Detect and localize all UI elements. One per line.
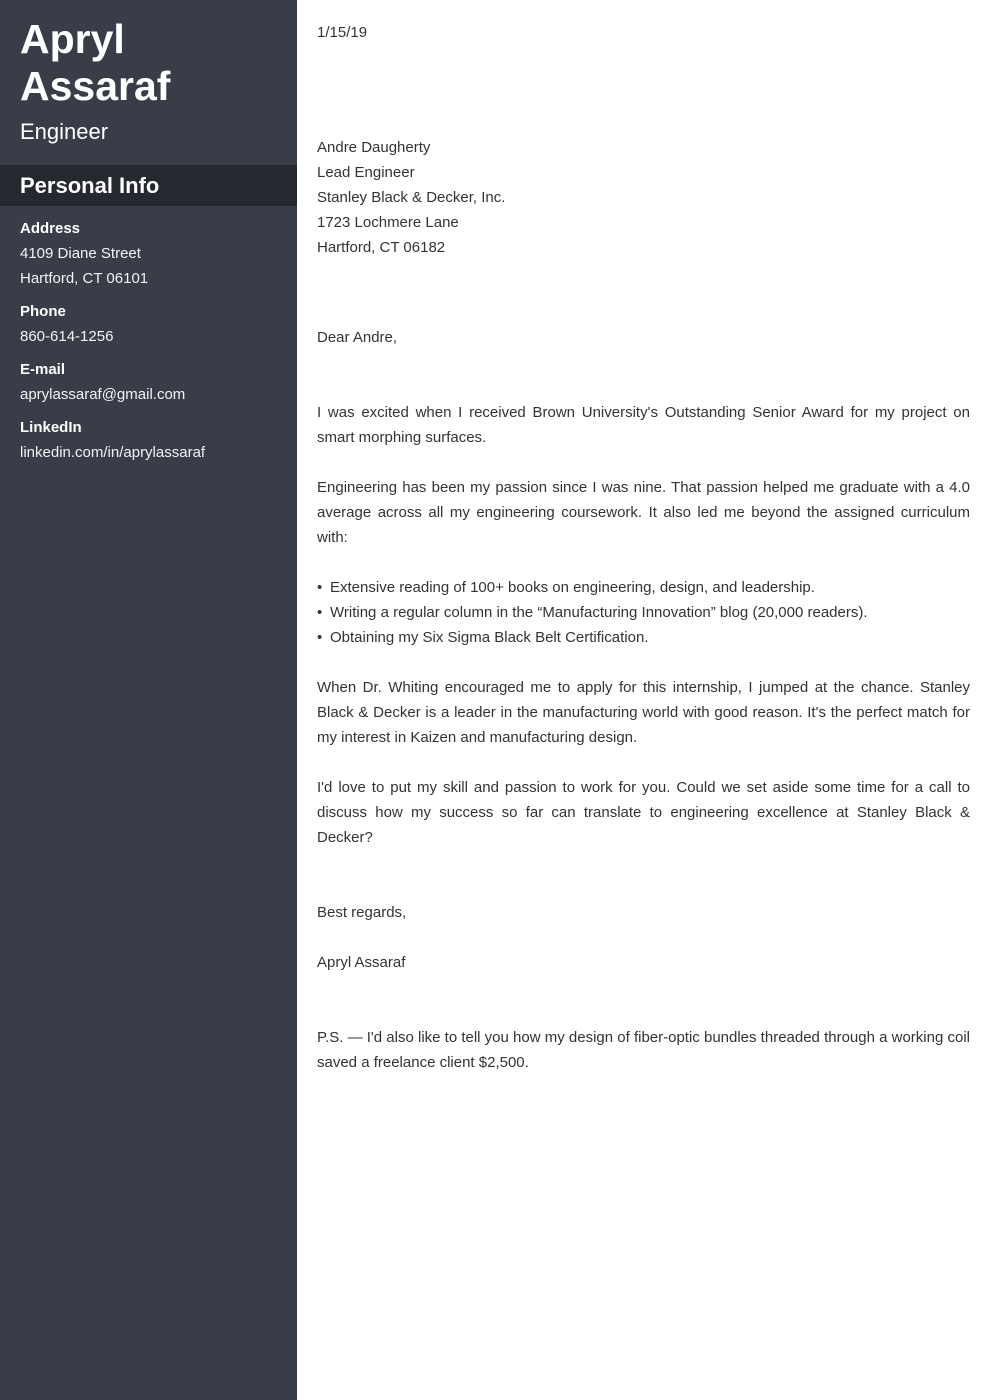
applicant-name — [20, 16, 170, 110]
letter-paragraphs — [317, 400, 970, 850]
recipient-street: 1723 Lochmere Lane — [317, 214, 459, 231]
recipient-block — [317, 135, 505, 260]
name-first: Apryl — [20, 16, 125, 62]
name-last: Assaraf — [20, 63, 171, 109]
recipient-name: Andre Daugherty — [317, 139, 431, 156]
phone-value: 860-614-1256 — [20, 328, 114, 345]
list-item: • Extensive reading of 100+ books on engineering, design, and leadership. — [317, 575, 970, 600]
section-header-personal-info — [0, 165, 297, 206]
job-title: Engineer — [20, 119, 109, 144]
sidebar — [0, 0, 297, 1400]
letter-date: 1/15/19 — [317, 24, 368, 41]
signature: Apryl Assaraf — [317, 954, 406, 971]
email-value[interactable]: aprylassaraf@gmail.com — [20, 386, 186, 403]
phone-label: Phone — [20, 303, 66, 320]
email-label: E-mail — [20, 361, 66, 378]
greeting: Dear Andre, — [317, 329, 398, 346]
list-item: • Writing a regular column in the “Manufacturing Innovation” blog (20,000 readers). — [317, 600, 970, 625]
linkedin-label: LinkedIn — [20, 419, 82, 436]
address-line1: 4109 Diane Street — [20, 245, 141, 262]
recipient-city: Hartford, CT 06182 — [317, 239, 446, 256]
address-label: Address — [20, 220, 81, 237]
paragraph-4: I'd love to put my skill and passion to work for you. Could we set aside some time for a call to discuss how my success so far can translate to engineering excellence at Stanley Black & Decker? — [317, 779, 970, 846]
paragraph-3: When Dr. Whiting encouraged me to apply for this internship, I jumped at the chance. Stanley Black & Decker is a leader in the manufacturing world with good reason. It's the perfect match for my interest in Kaizen and manufacturing design. — [317, 679, 970, 746]
recipient-company: Stanley Black & Decker, Inc. — [317, 189, 506, 206]
recipient-title: Lead Engineer — [317, 164, 415, 181]
postscript: P.S. — I'd also like to tell you how my design of fiber-optic bundles threaded through a working coil saved a freelance client $2,500. — [317, 1029, 970, 1071]
list-item: • Obtaining my Six Sigma Black Belt Certification. — [317, 625, 970, 650]
address-line2: Hartford, CT 06101 — [20, 270, 149, 287]
section-title: Personal Info — [20, 173, 160, 198]
linkedin-value[interactable]: linkedin.com/in/aprylassaraf — [20, 444, 206, 461]
personal-info — [20, 216, 290, 465]
closing: Best regards, — [317, 904, 407, 921]
paragraph-2: Engineering has been my passion since I was nine. That passion helped me graduate with a 4.0 average across all my engineering coursework. It also led me beyond the assigned curriculum with: — [317, 479, 970, 546]
paragraph-1: I was excited when I received Brown University's Outstanding Senior Award for my project on smart morphing surfaces. — [317, 404, 970, 446]
achievement-list — [317, 575, 970, 650]
